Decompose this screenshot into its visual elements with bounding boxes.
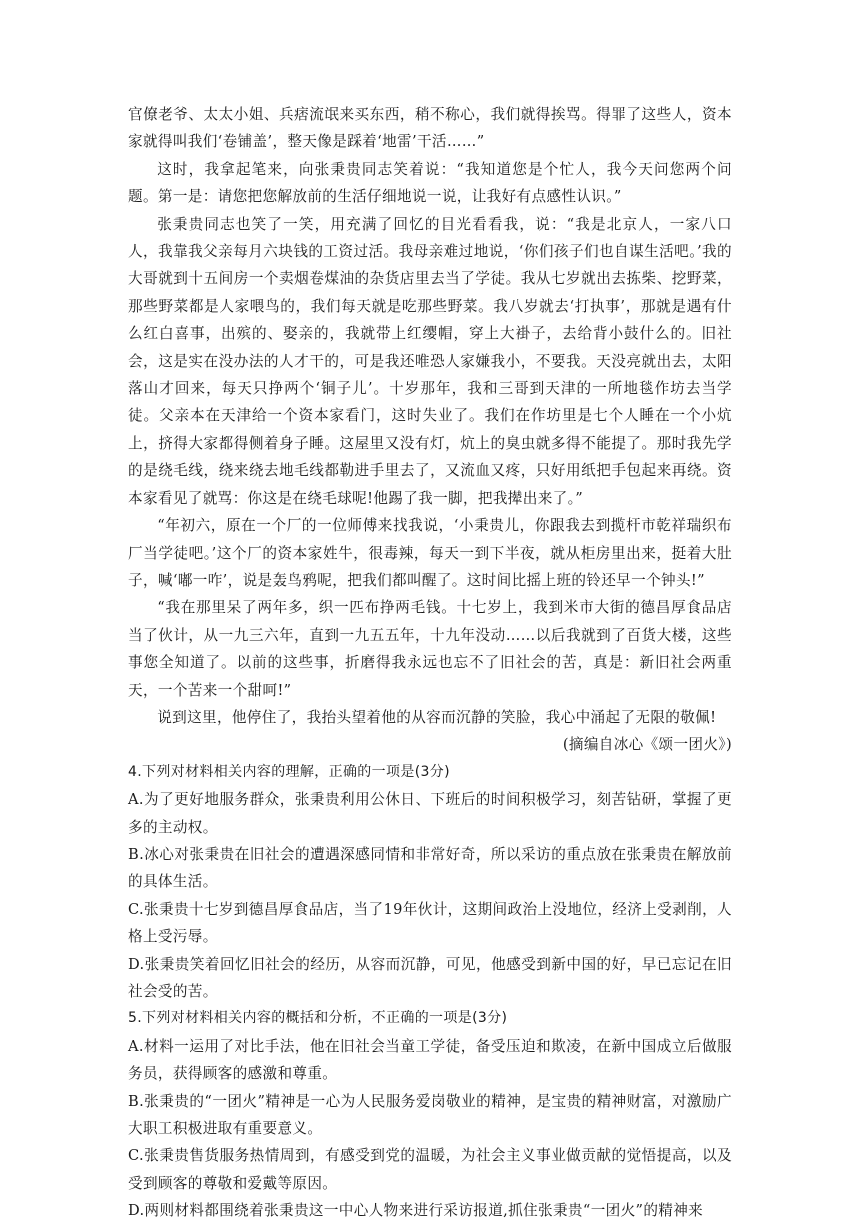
question-option: B.冰心对张秉贵在旧社会的遭遇深感同情和非常好奇，所以采访的重点放在张秉贵在解放前的具体生活。 xyxy=(128,845,732,891)
question-option: C.张秉贵十七岁到德昌厚食品店，当了19年伙计，这期间政治上没地位，经济上受剥削，人格上受污辱。 xyxy=(128,900,732,946)
passage-paragraph: “年初六，原在一个厂的一位师傅来找我说，‘小秉贵儿，你跟我去到揽杆市乾祥瑞织布厂当学徒吧。’这个厂的资本家姓牛，很毒辣，每天一到下半夜，就从柜房里出来，挺着大肚子，喊‘嘟一咋’，说是轰鸟鸦呢，把我们都叫醒了。这时间比摇上班的铃还早一个钟头!” xyxy=(128,517,732,589)
passage-paragraph: “我在那里呆了两年多，织一匹布挣两毛钱。十七岁上，我到米市大街的德昌厚食品店当了伙计，从一九三六年，直到一九五五年，十九年没动……以后我就到了百货大楼，这些事您全知道了。以前的这些事，折磨得我永远也忘不了旧社会的苦，真是：新旧社会两重天，一个苦来一个甜呵!” xyxy=(128,599,732,699)
question-option: A.为了更好地服务群众，张秉贵利用公休日、下班后的时间积极学习，刻苦钻研，掌握了更多的主动权。 xyxy=(128,791,732,836)
question-stem: 5.下列对材料相关内容的概括和分析，不正确的一项是(3分) xyxy=(128,1010,508,1027)
question-option: D.两则材料都围绕着张秉贵这一中心人物来进行采访报道,抓住张秉贵“一团火”的精神来 xyxy=(128,1202,704,1220)
passage-paragraph: 张秉贵同志也笑了一笑，用充满了回忆的目光看看我，说：“我是北京人，一家八口人，我靠我父亲每月六块钱的工资过活。我母亲难过地说，‘你们孩子们也自谋生活吧。’我的大哥就到十五间房一个卖烟卷煤油的杂货店里去当了学徒。我从七岁就出去拣柴、挖野菜，那些野菜都是人家喂鸟的，我们每天就是吃那些野菜。我八岁就去‘打执事’，那就是遇有什么红白喜事，出殡的、娶亲的，我就带上红缨帽，穿上大褂子，去给背小鼓什么的。旧社会，这是实在没办法的人才干的，可是我还唯恐人家嫌我小，不要我。天没亮就出去，太阳落山才回来，每天只挣两个‘铜子儿’。十岁那年，我和三哥到天津的一所地毯作坊去当学徒。父亲本在天津给一个资本家看门，这时失业了。我们在作坊里是七个人睡在一个小炕上，挤得大家都得侧着身子睡。这屋里又没有灯，炕上的臭虫就多得不能提了。那时我先学的是绕毛线，绕来绕去地毛线都勒进手里去了，又流血又疼，只好用纸把手包起来再绕。资本家看见了就骂：你这是在绕毛球呢!他踢了我一脚，把我撵出来了。” xyxy=(128,215,732,507)
passage-source: (摘编自冰心《颂一团火》) xyxy=(562,736,732,754)
question-option: A.材料一运用了对比手法，他在旧社会当童工学徒，备受压迫和欺凌，在新中国成立后做服务员，获得顾客的感激和尊重。 xyxy=(128,1037,732,1083)
question-option: D.张秉贵笑着回忆旧社会的经历，从容而沉静，可见，他感受到新中国的好，早已忘记在旧社会受的苦。 xyxy=(128,955,732,1000)
passage-paragraph: 这时，我拿起笔来，向张秉贵同志笑着说：“我知道您是个忙人，我今天问您两个问题。第一是：请您把您解放前的生活仔细地说一说，让我好有点感性认识。” xyxy=(128,160,732,206)
passage-paragraph: 说到这里，他停住了，我抬头望着他的从容而沉静的笑脸，我心中涌起了无限的敬佩! xyxy=(157,708,717,726)
question-option: B.张秉贵的“一团火”精神是一心为人民服务爱岗敬业的精神，是宝贵的精神财富，对激励广大职工积极进取有重要意义。 xyxy=(128,1092,732,1138)
question-option: C.张秉贵售货服务热情周到，有感受到党的温暖，为社会主义事业做贡献的觉悟提高，以及受到顾客的尊敬和爱戴等原因。 xyxy=(128,1147,732,1192)
document-body xyxy=(128,101,732,1225)
passage-paragraph: 官僚老爷、太太小姐、兵痞流氓来买东西，稍不称心，我们就得挨骂。得罪了这些人，资本家就得叫我们‘卷铺盖’，整天像是踩着‘地雷’干活……” xyxy=(128,106,732,151)
question-stem: 4.下列对材料相关内容的理解，正确的一项是(3分) xyxy=(128,763,450,780)
